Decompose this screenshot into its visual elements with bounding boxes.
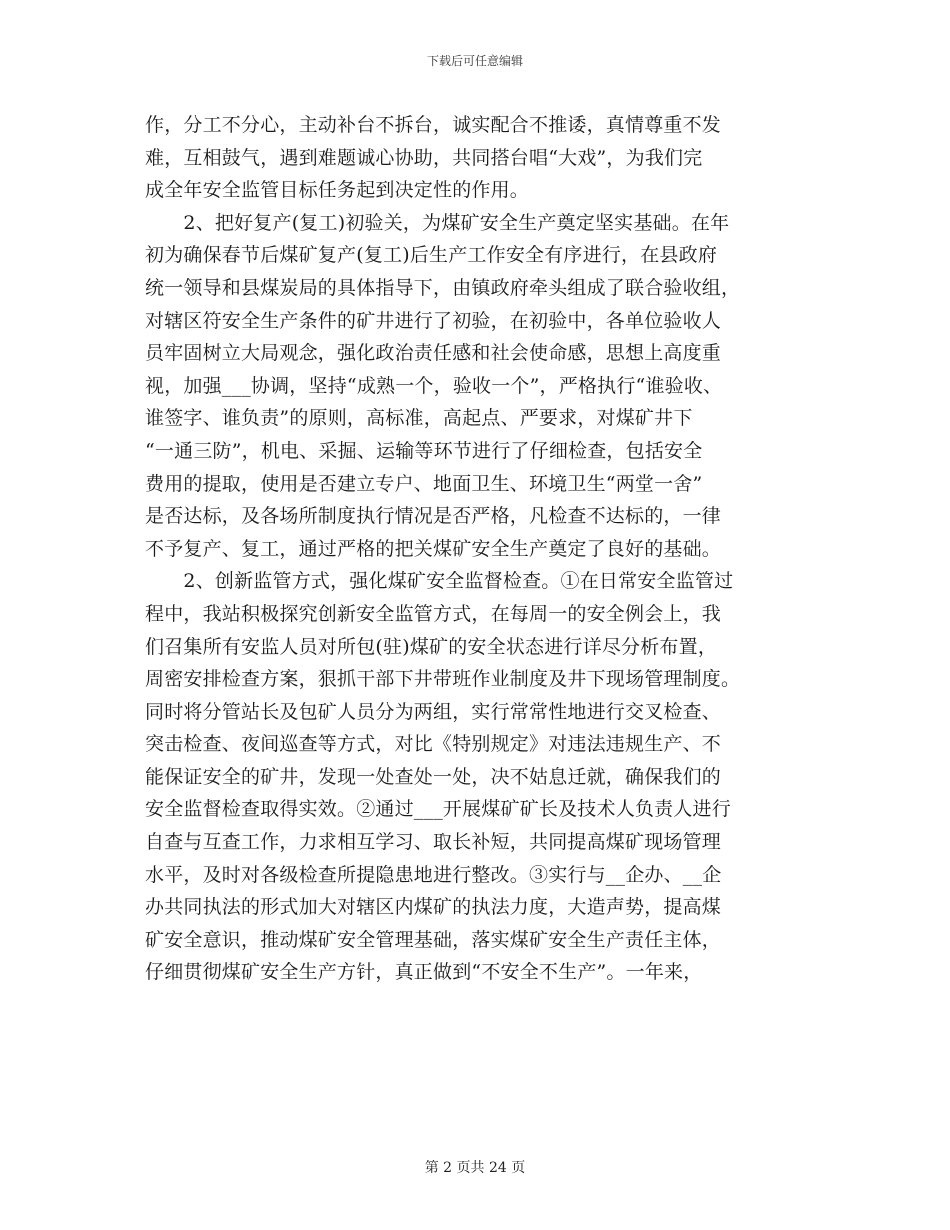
text-line: 作，分工不分心，主动补台不拆台，诚实配合不推诿，真情尊重不发 <box>145 114 722 136</box>
page-footer: 第 2 页共 24 页 <box>424 1160 526 1176</box>
text-line: 难，互相鼓气，遇到难题诚心协助，共同搭台唱“大戏”，为我们完 <box>145 146 703 169</box>
text-line: 周密安排检查方案，狠抓干部下井带班作业制度及井下现场管理制度。 <box>145 668 741 691</box>
text-line: 能保证安全的矿井，发现一处查处一处，决不姑息迁就，确保我们的 <box>145 765 722 788</box>
text-line: 成全年安全监管目标任务起到决定性的作用。 <box>145 179 530 202</box>
text-line: 不予复产、复工，通过严格的把关煤矿安全生产奠定了良好的基础。 <box>145 537 722 560</box>
text-line: 程中，我站积极探究创新安全监管方式，在每周一的安全例会上，我 <box>145 602 722 625</box>
text-line: 统一领导和县煤炭局的具体指导下，由镇政府牵头组成了联合验收组， <box>145 276 741 299</box>
document-body <box>145 109 825 989</box>
text-line: 费用的提取，使用是否建立专户、地面卫生、环境卫生“两堂一舍” <box>145 472 703 495</box>
text-line: 们召集所有安监人员对所包(驻)煤矿的安全状态进行详尽分析布置， <box>145 635 718 658</box>
text-line: 自查与互查工作，力求相互学习、取长补短，共同提高煤矿现场管理 <box>145 831 722 854</box>
text-line: 矿安全意识，推动煤矿安全管理基础，落实煤矿安全生产责任主体， <box>145 928 722 951</box>
text-line: 仔细贯彻煤矿安全生产方针，真正做到“不安全不生产”。一年来， <box>145 961 703 984</box>
text-line: 办共同执法的形式加大对辖区内煤矿的执法力度，大造声势，提高煤 <box>145 896 722 919</box>
text-line: 初为确保春节后煤矿复产(复工)后生产工作安全有序进行，在县政府 <box>145 244 718 267</box>
text-line: 谁签字、谁负责”的原则，高标准，高起点、严要求，对煤矿井下 <box>145 407 693 430</box>
text-line: 安全监督检查取得实效。②通过___开展煤矿矿长及技术人负责人进行 <box>145 798 731 821</box>
text-line: “一通三防”，机电、采掘、运输等环节进行了仔细检查，包括安全 <box>145 439 703 462</box>
text-line: 2、创新监管方式，强化煤矿安全监督检查。①在日常安全监管过 <box>145 570 734 593</box>
text-line: 是否达标，及各场所制度执行情况是否严格，凡检查不达标的，一律 <box>145 505 722 528</box>
text-line: 水平，及时对各级检查所提隐患地进行整改。③实行与__企办、__企 <box>145 863 722 886</box>
text-line: 同时将分管站长及包矿人员分为两组，实行常常性地进行交叉检查、 <box>145 700 722 723</box>
text-line: 2、把好复产(复工)初验关，为煤矿安全生产奠定坚实基础。在年 <box>145 211 730 234</box>
text-line: 员牢固树立大局观念，强化政治责任感和社会使命感，思想上高度重 <box>145 342 722 365</box>
page-header: 下载后可任意编辑 <box>426 54 523 68</box>
text-line: 突击检查、夜间巡查等方式，对比《特别规定》对违法违规生产、不 <box>145 733 722 756</box>
text-line: 对辖区符安全生产条件的矿井进行了初验，在初验中，各单位验收人 <box>145 309 722 332</box>
text-line: 视，加强___协调，坚持“成熟一个，验收一个”，严格执行“谁验收、 <box>145 374 723 397</box>
